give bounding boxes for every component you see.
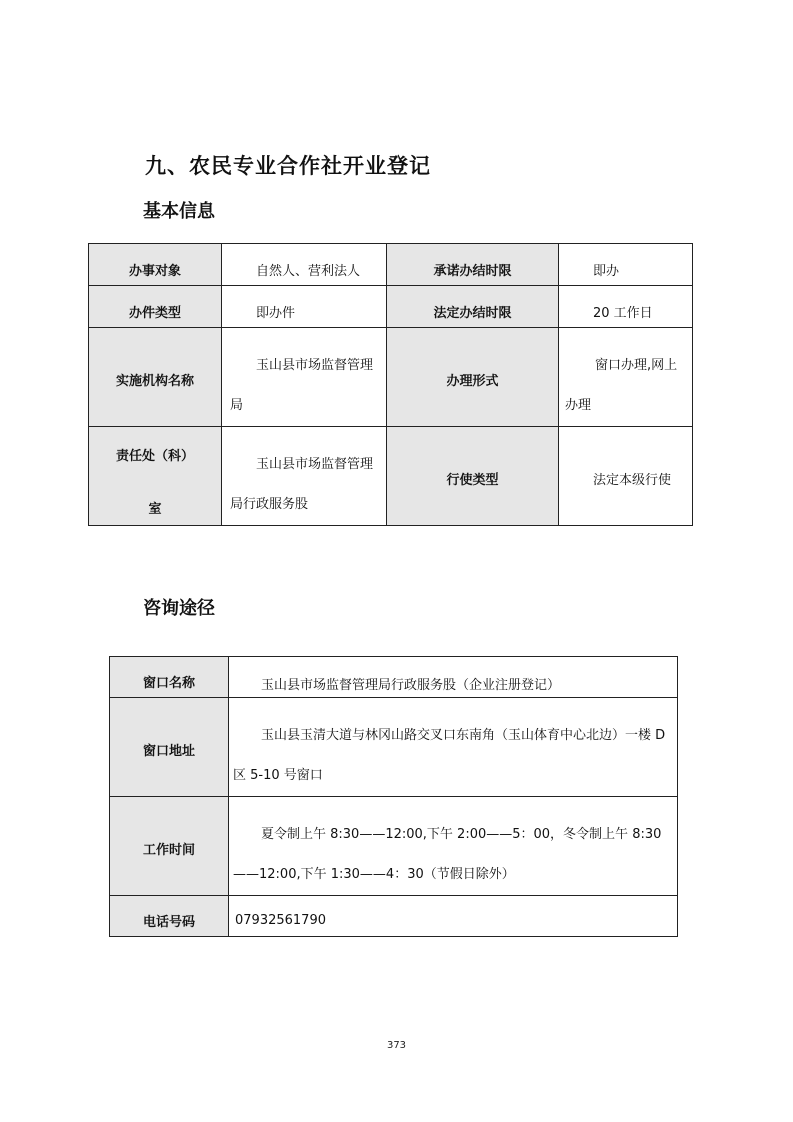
table-row: [89, 328, 693, 427]
table-row: [110, 797, 678, 896]
table-label-cell: [387, 244, 559, 286]
handling-form-label: 办理形式: [446, 373, 499, 389]
table-row: [110, 896, 678, 937]
target-value: 自然人、营利法人: [256, 264, 361, 279]
table-label-cell: [387, 427, 559, 526]
table-label-cell: [110, 698, 229, 797]
page-number: 373: [386, 1040, 407, 1051]
table-label-cell: [89, 286, 222, 328]
section-heading-consultation: 咨询途径: [143, 598, 215, 619]
table-value-cell: [229, 797, 678, 896]
table-label-cell: [89, 328, 222, 427]
phone-label: 电话号码: [142, 915, 195, 930]
table-value-cell: [222, 328, 387, 427]
table-row: [110, 657, 678, 698]
table-value-cell: [559, 427, 693, 526]
page-title: 九、农民专业合作社开业登记: [145, 154, 431, 178]
table-value-cell: [229, 896, 678, 937]
case-type-value: 即办件: [256, 306, 296, 321]
section-heading-basic-info: 基本信息: [143, 201, 215, 222]
window-address-value: 玉山县玉清大道与林冈山路交叉口东南角（玉山体育中心北边）一楼 D 区 5-10 号窗口: [233, 728, 666, 783]
table-value-cell: [222, 244, 387, 286]
phone-value: 07932561790: [235, 913, 326, 928]
table-row: [89, 427, 693, 526]
agency-label: 实施机构名称: [115, 373, 194, 389]
basic-info-table: [88, 243, 693, 526]
table-label-cell: [89, 427, 222, 526]
table-value-cell: [229, 698, 678, 797]
table-row: [110, 698, 678, 797]
table-value-cell: [222, 427, 387, 526]
table-value-cell: [229, 657, 678, 698]
responsible-dept-label-line1: 责任处（科）: [115, 449, 194, 464]
table-row: [89, 244, 693, 286]
table-label-cell: [110, 657, 229, 698]
table-label-cell: [110, 797, 229, 896]
exercise-type-label: 行使类型: [446, 472, 499, 488]
legal-time-value: 20 工作日: [593, 306, 653, 321]
legal-time-label: 法定办结时限: [433, 306, 512, 321]
window-name-value: 玉山县市场监督管理局行政服务股（企业注册登记）: [261, 678, 561, 693]
working-hours-label: 工作时间: [142, 842, 195, 858]
table-row: [89, 286, 693, 328]
window-name-label: 窗口名称: [142, 676, 195, 691]
window-address-label: 窗口地址: [142, 743, 195, 759]
table-label-cell: [89, 244, 222, 286]
case-type-label: 办件类型: [128, 306, 181, 321]
table-label-cell: [110, 896, 229, 937]
exercise-type-value: 法定本级行使: [593, 472, 672, 488]
working-hours-value: 夏令制上午 8:30——12:00,下午 2:00——5：00，冬令制上午 8:30——12:00,下午 1:30——4：30（节假日除外）: [233, 827, 662, 882]
handling-form-value: 窗口办理,网上办理: [565, 358, 678, 413]
table-label-cell: [387, 286, 559, 328]
table-value-cell: [559, 244, 693, 286]
table-value-cell: [559, 328, 693, 427]
table-value-cell: [559, 286, 693, 328]
table-label-cell: [387, 328, 559, 427]
target-label: 办事对象: [128, 264, 181, 279]
responsible-dept-label-line2: 室: [148, 502, 162, 517]
promise-time-label: 承诺办结时限: [433, 264, 512, 279]
consultation-table: [109, 656, 678, 937]
promise-time-value: 即办: [593, 264, 620, 279]
agency-value: 玉山县市场监督管理局: [230, 358, 374, 413]
table-value-cell: [222, 286, 387, 328]
responsible-dept-value: 玉山县市场监督管理局行政服务股: [230, 457, 374, 512]
